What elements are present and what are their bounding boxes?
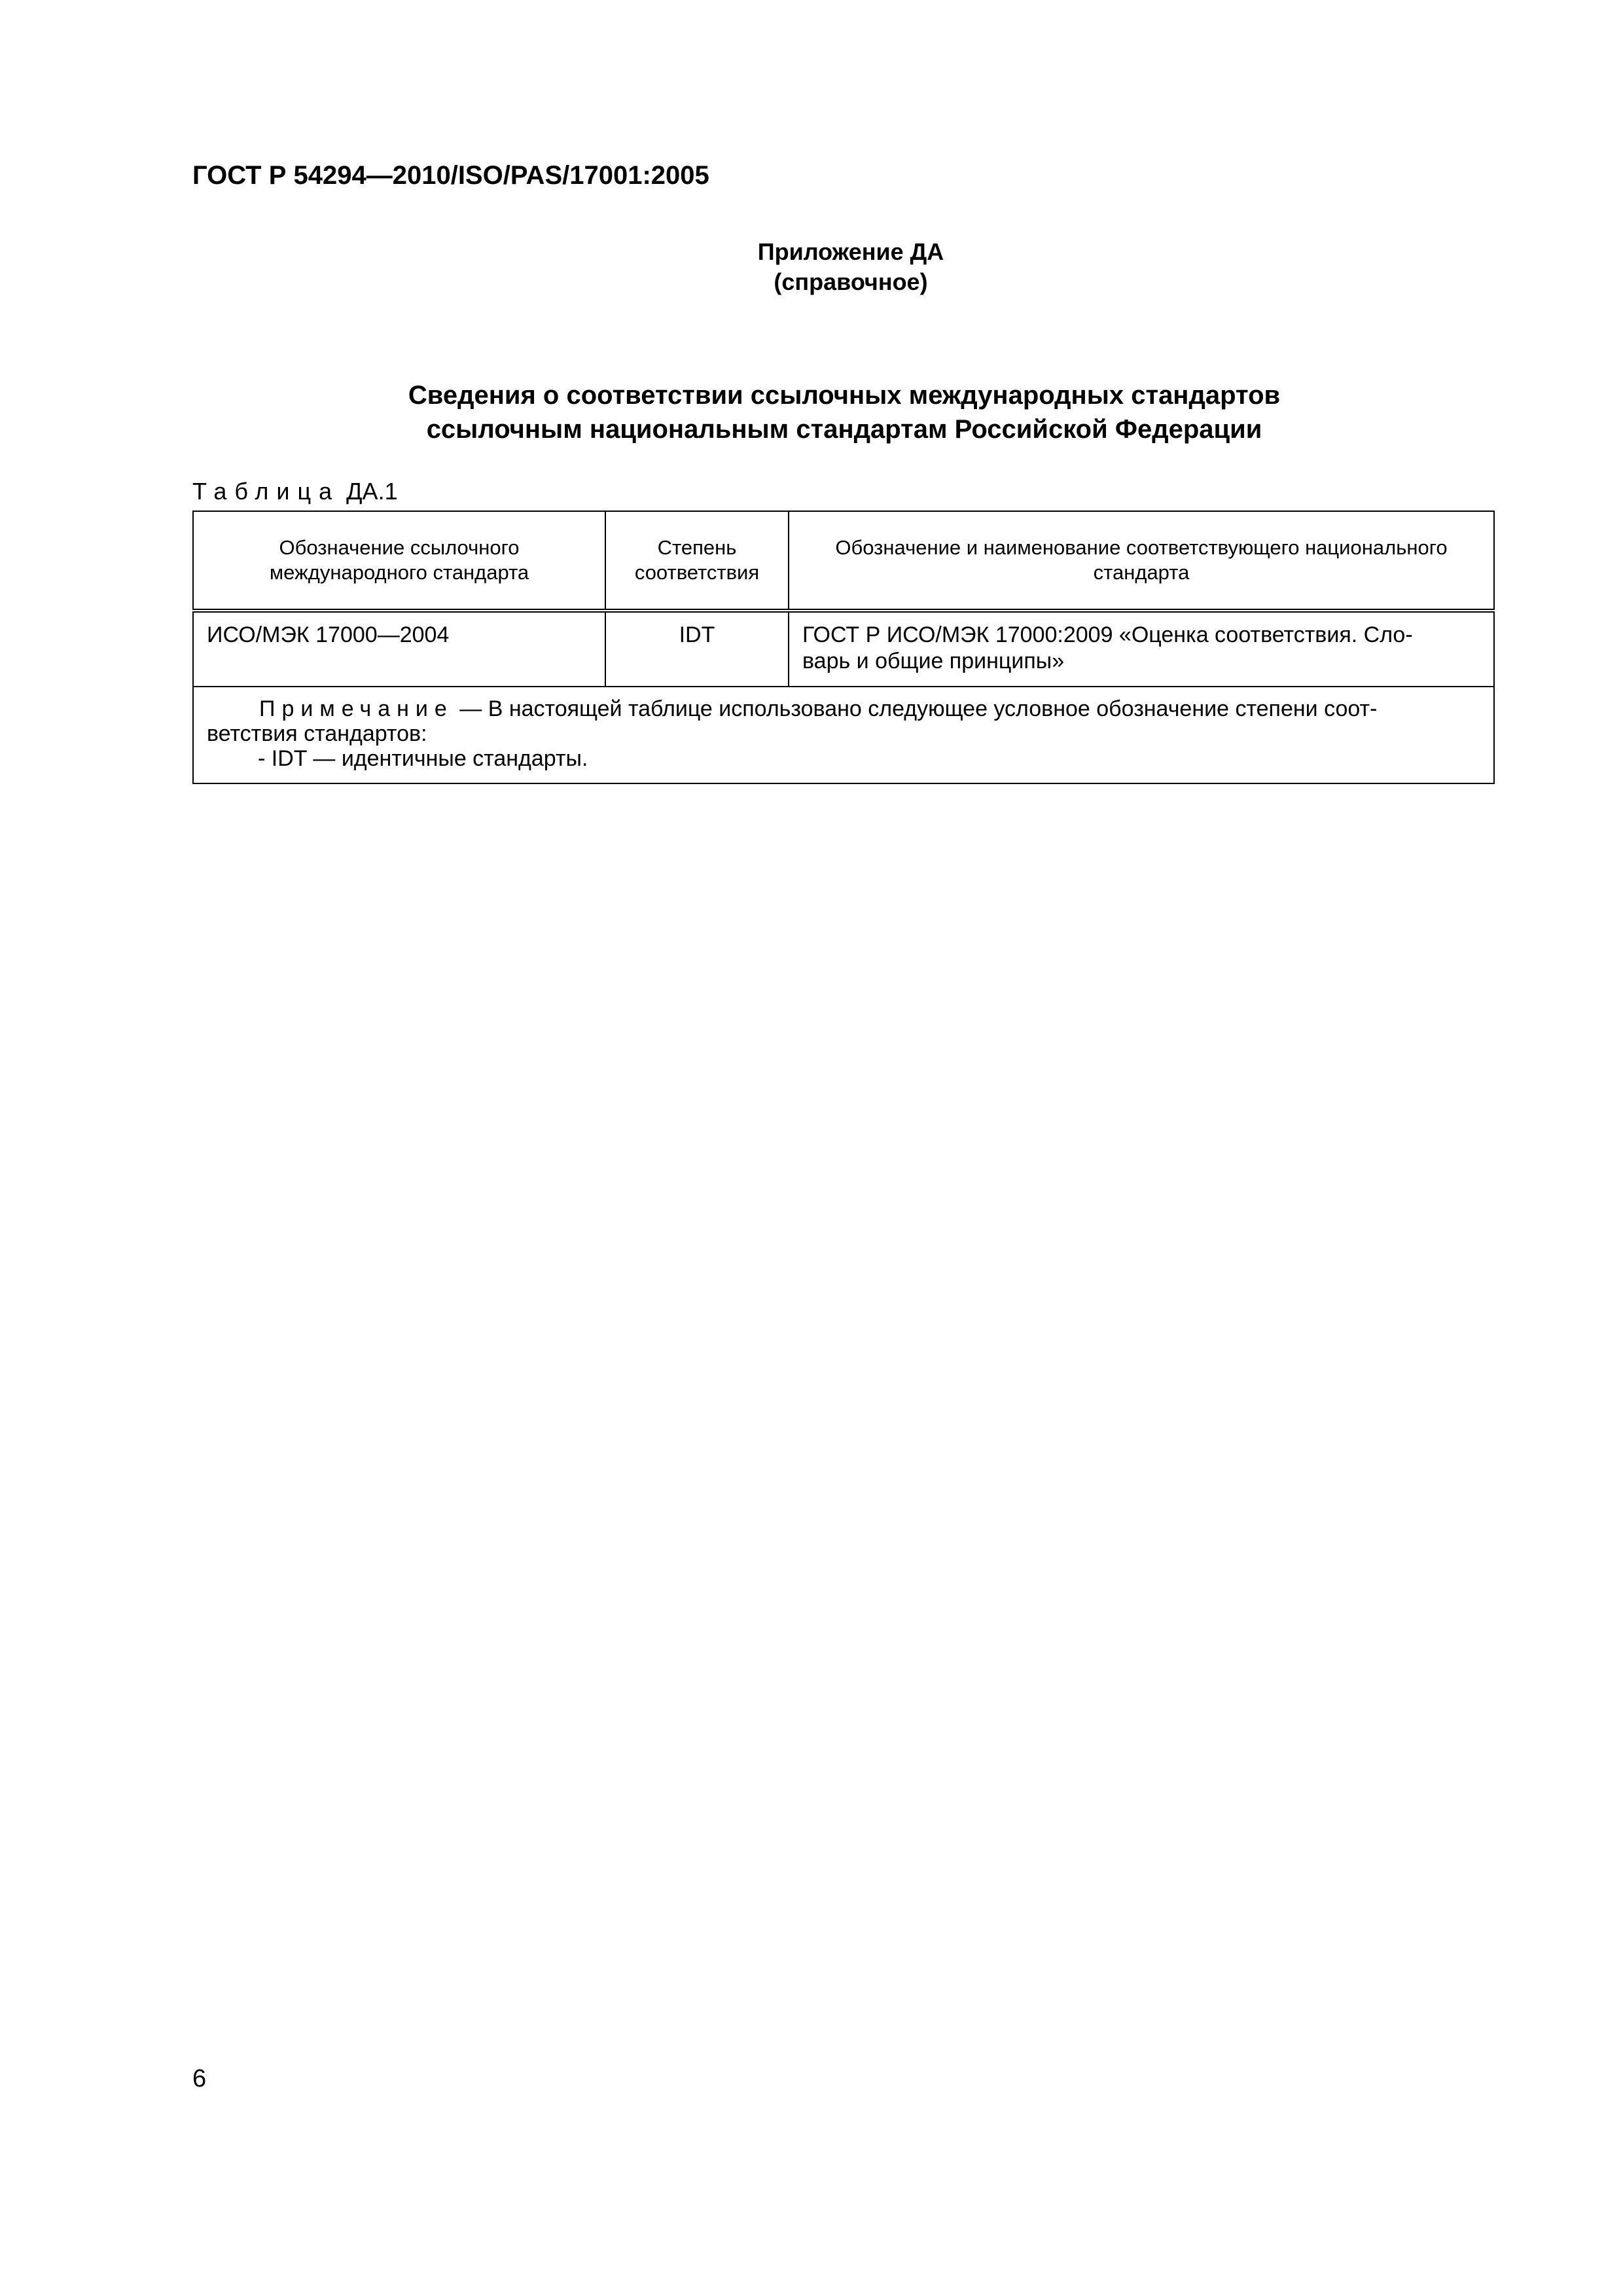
table-label-word: Таблица [192,478,340,505]
cell-degree: IDT [605,611,789,687]
cell-national-standard: ГОСТ Р ИСО/МЭК 17000:2009 «Оценка соответствия. Сло- варь и общие принципы» [789,611,1494,687]
table-note [193,687,1494,783]
appendix-heading [654,237,1047,297]
column-header-international-standard: Обозначение ссылочного международного стандарта [193,511,605,611]
table-row [193,611,1494,687]
section-title-line-2: ссылочным национальным стандартам Российской Федерации [426,415,1262,444]
page-number: 6 [192,2065,207,2092]
document-code-header: ГОСТ Р 54294—2010/ISO/PAS/17001:2005 [192,161,709,190]
table-label-number: ДА.1 [346,478,398,505]
cell-international-standard: ИСО/МЭК 17000—2004 [193,611,605,687]
column-header-national-standard: Обозначение и наименование соответствующего национального стандарта [789,511,1494,611]
standards-correspondence-table [192,511,1495,784]
table-label [192,478,398,505]
appendix-title: Приложение ДА [757,238,944,265]
column-header-degree: Степень соответствия [605,511,789,611]
note-text-line-1: — В настоящей таблице использовано следующее условное обозначение степени соот- [453,696,1378,721]
note-label: Примечание [259,696,454,721]
table-header-row [193,511,1494,611]
note-text-line-2: ветствия стандартов: [207,721,427,746]
section-title-line-1: Сведения о соответствии ссылочных международных стандартов [408,381,1281,410]
table-note-row [193,687,1494,783]
appendix-subtitle: (справочное) [774,268,928,295]
section-title [196,378,1492,446]
note-text-line-3: - IDT — идентичные стандарты. [258,746,588,771]
